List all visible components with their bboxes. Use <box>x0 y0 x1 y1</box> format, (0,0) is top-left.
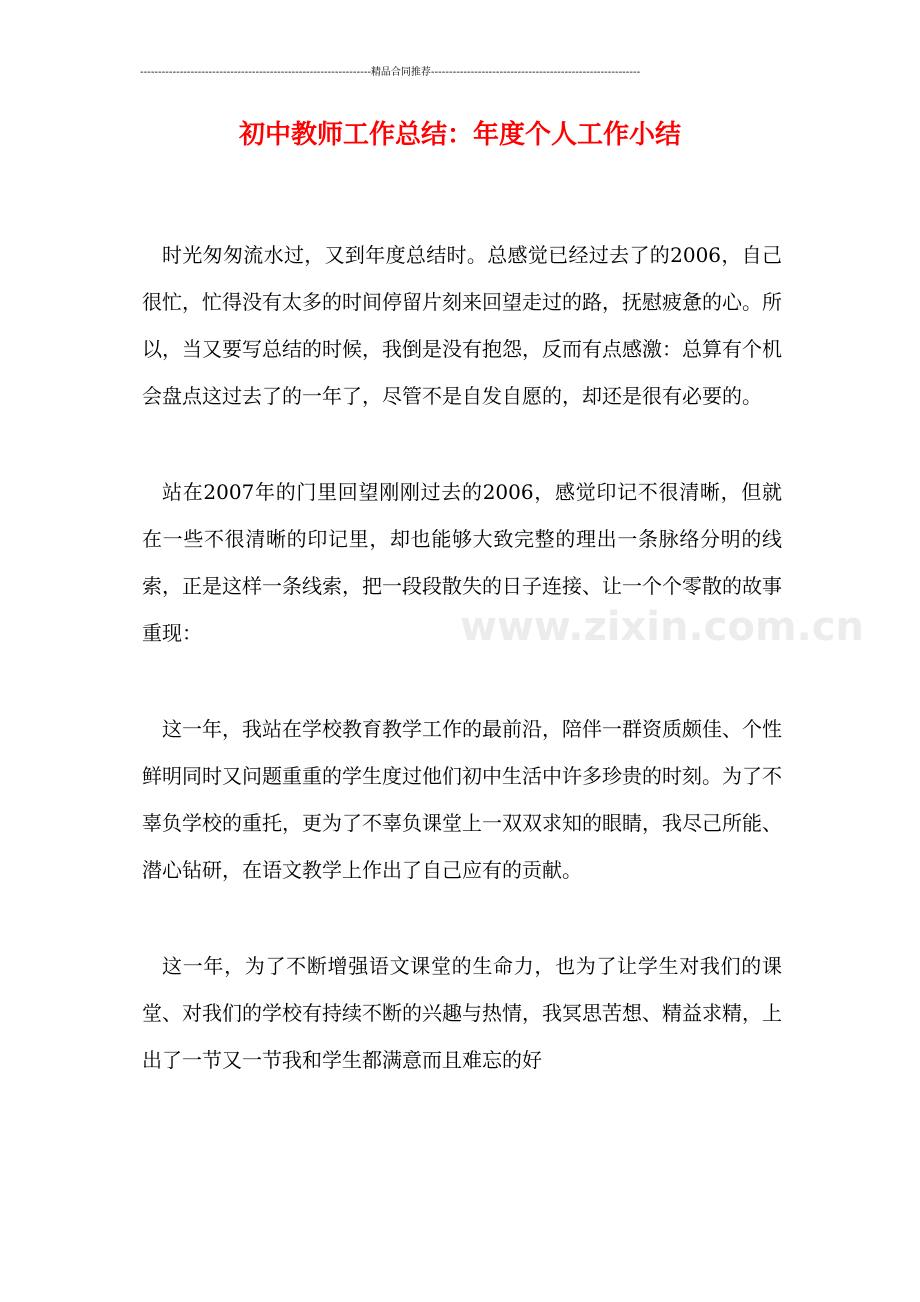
paragraph-1: 时光匆匆流水过，又到年度总结时。总感觉已经过去了的2006，自己很忙，忙得没有太多的时间停留片刻来回望走过的路，抚慰疲惫的心。所以，当又要写总结的时候，我倒是没有抱怨，反而有点感激：总算有个机会盘点这过去了的一年了，尽管不是自发自愿的，却还是很有必要的。 <box>142 243 782 408</box>
paragraph-3: 这一年，我站在学校教育教学工作的最前沿，陪伴一群资质颇佳、个性鲜明同时又问题重重的学生度过他们初中生活中许多珍贵的时刻。为了不辜负学校的重托，更为了不辜负课堂上一双双求知的眼睛，我尽己所能、潜心钻研，在语文教学上作出了自己应有的贡献。 <box>142 717 782 882</box>
paragraph-2: 站在2007年的门里回望刚刚过去的2006，感觉印记不很清晰，但就在一些不很清晰的印记里，却也能够大致完整的理出一条脉络分明的线索，正是这样一条线索，把一段段散失的日子连接、让一个个零散的故事重现： <box>142 480 782 645</box>
watermark: www.zixin.com.cn <box>460 604 864 650</box>
document-title: 初中教师工作总结：年度个人工作小结 <box>238 120 681 150</box>
page-header-rule: ----------------------------------------------------------------精品合同推荐---------------------------------------------------------- <box>140 67 641 78</box>
paragraph-4: 这一年，为了不断增强语文课堂的生命力，也为了让学生对我们的课堂、对我们的学校有持续不断的兴趣与热情，我冥思苦想、精益求精，上出了一节又一节我和学生都满意而且难忘的好 <box>142 954 782 1072</box>
document-body <box>142 232 864 1084</box>
